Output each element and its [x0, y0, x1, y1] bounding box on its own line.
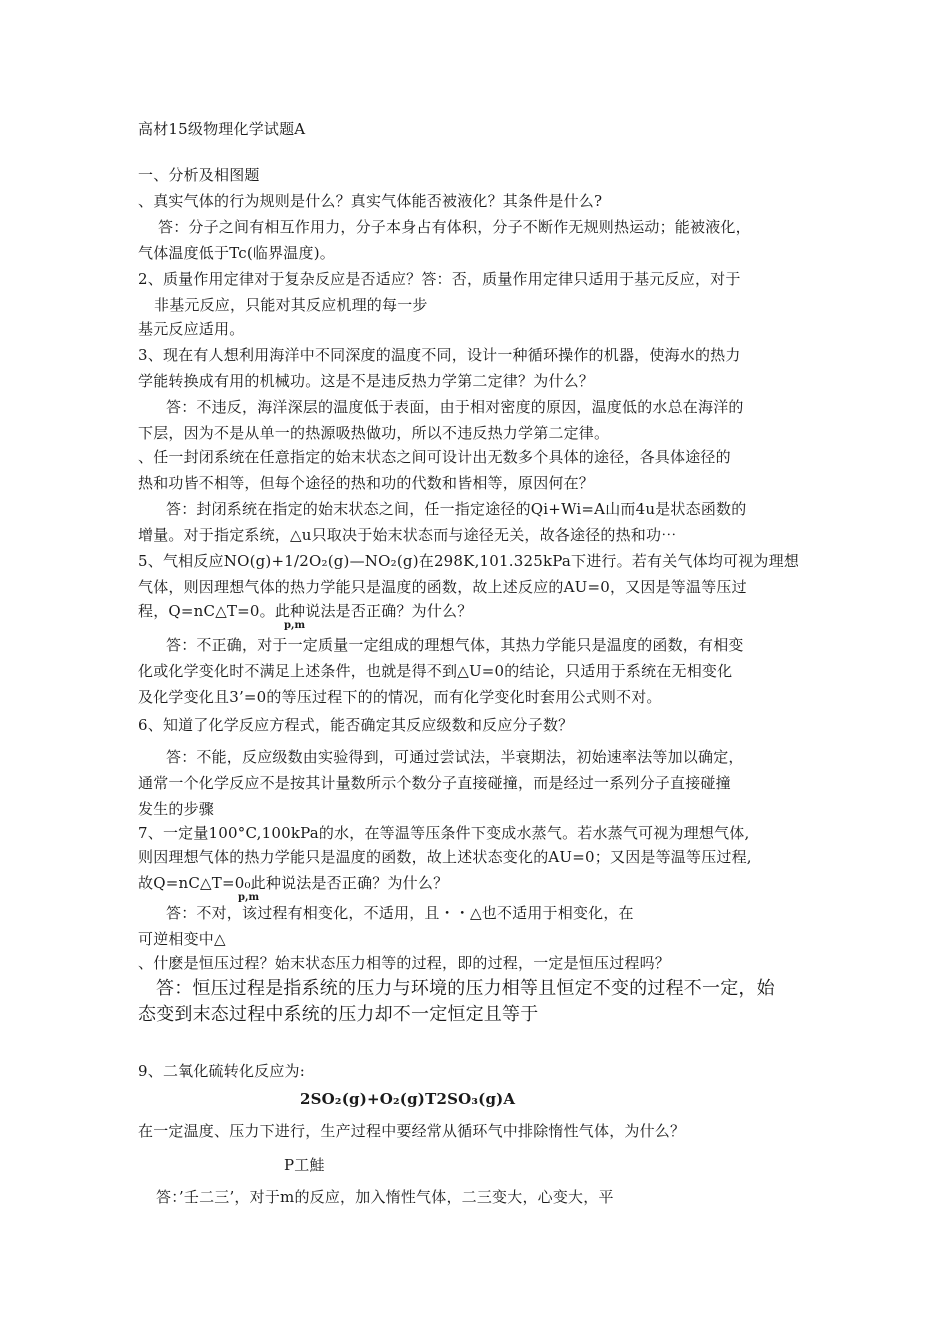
subscript-pm-2: p,m	[238, 892, 260, 903]
section-heading: 一、分析及相图题	[138, 166, 260, 184]
question-2-line-2: 非基元反应，只能对其反应机理的每一步	[154, 296, 428, 314]
question-9-line-2: 在一定温度、压力下进行，生产过程中要经常从循环气中排除惰性气体，为什么？	[138, 1122, 686, 1140]
answer-4-line-2: 增量。对于指定系统，△u只取决于始末状态而与途径无关，故各途径的热和功⋯	[138, 526, 677, 544]
answer-6-line-3: 发生的步骤	[138, 800, 215, 818]
question-3-line-2: 学能转换成有用的机械功。这是不是违反热力学第二定律？为什么？	[138, 372, 595, 390]
question-4-line-2: 热和功皆不相等，但每个途径的热和功的代数和皆相等，原因何在？	[138, 474, 595, 492]
question-7-line-3: 故Q=nC△T=0₀此种说法是否正确？为什么？	[138, 874, 449, 892]
answer-3-line-2: 下层，因为不是从单一的热源吸热做功，所以不违反热力学第二定律。	[138, 424, 610, 442]
answer-4-line-1: 答：封闭系统在指定的始末状态之间，任一指定途径的Qi+Wi=A山而4u是状态函数的	[166, 500, 747, 518]
question-4-line-1: 、任一封闭系统在任意指定的始末状态之间可设计出无数多个具体的途径，各具体途径的	[138, 448, 731, 466]
answer-6-line-1: 答：不能，反应级数由实验得到，可通过尝试法，半衰期法，初始速率法等加以确定，	[166, 748, 744, 766]
document-title: 高材15级物理化学试题A	[138, 120, 306, 138]
answer-8-line-2: 态变到末态过程中系统的压力却不一定恒定且等于	[138, 1004, 539, 1025]
question-1: 、真实气体的行为规则是什么？真实气体能否被液化？其条件是什么?	[138, 192, 603, 210]
question-2-line-1: 2、质量作用定律对于复杂反应是否适应？答：否，质量作用定律只适用于基元反应，对于	[138, 270, 741, 288]
question-7-line-1: 7、一定量100°C,100kPa的水，在等温等压条件下变成水蒸气。若水蒸气可视为理想气体,	[138, 824, 750, 842]
answer-8-line-1: 答：恒压过程是指系统的压力与环境的压力相等且恒定不变的过程不一定，始	[156, 978, 775, 999]
answer-3-line-1: 答：不违反，海洋深层的温度低于表面，由于相对密度的原因，温度低的水总在海洋的	[166, 398, 744, 416]
answer-7-line-2: 可逆相变中△	[138, 930, 226, 948]
question-5-line-2: 气体，则因理想气体的热力学能只是温度的函数，故上述反应的AU=0，又因是等温等压过	[138, 578, 747, 596]
question-5-line-1: 5、气相反应NO(g)+1/2O₂(g)—NO₂(g)在298K,101.325kPa下进行。若有关气体均可视为理想	[138, 552, 800, 570]
answer-5-line-3: 及化学变化且3’=0的等压过程下的的情况，而有化学变化时套用公式则不对。	[138, 688, 662, 706]
answer-9-line-1: 答：’壬二三’，对于m的反应，加入惰性气体，二三变大，心变大，平	[156, 1188, 614, 1206]
question-3-line-1: 3、现在有人想利用海洋中不同深度的温度不同，设计一种循环操作的机器，使海水的热力	[138, 346, 741, 364]
answer-1-line-1: 答：分子之间有相互作用力，分子本身占有体积，分子不断作无规则热运动；能被液化，	[158, 218, 751, 236]
answer-6-line-2: 通常一个化学反应不是按其计量数所示个数分子直接碰撞，而是经过一系列分子直接碰撞	[138, 774, 731, 792]
subscript-pm-1: p,m	[284, 620, 306, 631]
formula-fragment: P工鮭	[284, 1156, 325, 1174]
question-8: 、什麽是恒压过程？始末状态压力相等的过程，即的过程，一定是恒压过程吗？	[138, 954, 671, 972]
answer-1-line-2: 气体温度低于Tc(临界温度)。	[138, 244, 335, 262]
answer-5-line-1: 答：不正确，对于一定质量一定组成的理想气体，其热力学能只是温度的函数，有相变	[166, 636, 744, 654]
answer-7-line-1: 答：不对，该过程有相变化，不适用，且・・△也不适用于相变化，在	[166, 904, 634, 922]
reaction-equation: 2SO₂(g)+O₂(g)T2SO₃(g)A	[300, 1090, 516, 1108]
question-5-line-3: 程，Q=nC△T=0。此种说法是否正确？为什么？	[138, 602, 473, 620]
question-6: 6、知道了化学反应方程式，能否确定其反应级数和反应分子数？	[138, 716, 574, 734]
answer-5-line-2: 化或化学变化时不满足上述条件，也就是得不到△U=0的结论，只适用于系统在无相变化	[138, 662, 733, 680]
question-2-line-3: 基元反应适用。	[138, 320, 245, 338]
question-9: 9、二氧化硫转化反应为:	[138, 1062, 305, 1080]
question-7-line-2: 则因理想气体的热力学能只是温度的函数，故上述状态变化的AU=0；又因是等温等压过程,	[138, 848, 752, 866]
